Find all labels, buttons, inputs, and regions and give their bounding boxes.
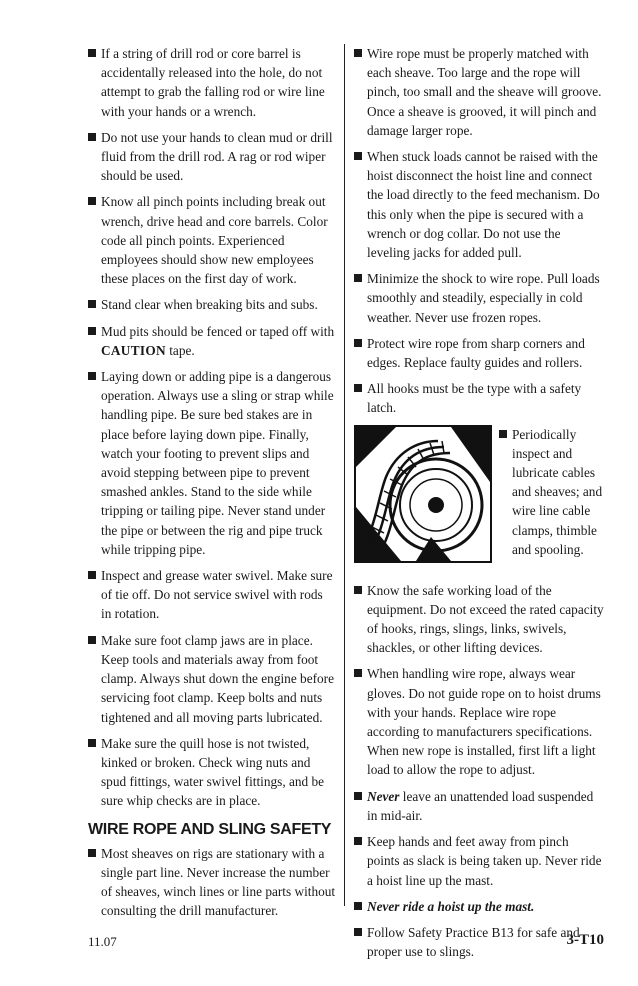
item-text: When handling wire rope, always wear gloves. Do not guide rope on to hoist drums with your hands. Replace wire rope according to manufacturers specifications. When new rope is installed, first lift a light load to allow the rope to adjust.: [367, 666, 601, 778]
square-bullet-icon: [354, 49, 362, 57]
square-bullet-icon: [354, 586, 362, 594]
bullet-item: [354, 832, 604, 890]
item-text: Minimize the shock to wire rope. Pull loads smoothly and steadily, especially in cold weather. Never use frozen ropes.: [367, 271, 600, 325]
item-text: Wire rope must be properly matched with each sheave. Too large and the rope will pinch, too small and the sheave will groove. Once a sheave is grooved, it will pinch and damage larger rope.: [367, 46, 602, 138]
bullet-item: [88, 295, 336, 314]
square-bullet-icon: [354, 384, 362, 392]
right-list-b: [354, 581, 604, 780]
item-text: If a string of drill rod or core barrel is accidentally released into the hole, do not attempt to grab the falling rod or wire line with your hands or a wrench.: [101, 46, 325, 119]
square-bullet-icon: [88, 49, 96, 57]
item-text: Mud pits should be fenced or taped off with: [101, 323, 335, 339]
square-bullet-icon: [354, 669, 362, 677]
bullet-item: [88, 631, 336, 727]
bullet-item: [354, 379, 604, 417]
item-text: Inspect and grease water swivel. Make sure of tie off. Do not service swivel with rods in rotation.: [101, 568, 333, 622]
footer-date: 11.07: [88, 934, 117, 949]
bullet-item: [88, 566, 336, 624]
bullet-item: [88, 844, 336, 921]
square-bullet-icon: [354, 837, 362, 845]
bullet-item: [354, 269, 604, 327]
square-bullet-icon: [354, 792, 362, 800]
square-bullet-icon: [354, 339, 362, 347]
bullet-item: [354, 334, 604, 372]
bullet-item: [354, 581, 604, 658]
square-bullet-icon: [354, 928, 362, 936]
square-bullet-icon: [354, 152, 362, 160]
left-list-c: [88, 844, 336, 921]
item-text: Never ride a hoist up the mast.: [367, 898, 535, 914]
item-text: Protect wire rope from sharp corners and edges. Replace faulty guides and rollers.: [367, 335, 585, 371]
square-bullet-icon: [88, 571, 96, 579]
wire-rope-icon: [356, 427, 490, 561]
item-text: Stand clear when breaking bits and subs.: [101, 297, 318, 313]
square-bullet-icon: [354, 274, 362, 282]
right-column: [354, 44, 604, 968]
item-text: Keep hands and feet away from pinch points as slack is being taken up. Never ride a hoist line up the mast.: [367, 834, 602, 888]
item-text: leave an unattended load suspended in mid-air.: [367, 788, 594, 823]
column-divider: [344, 44, 345, 906]
item-text: Know all pinch points including break out wrench, drive head and core barrels. Color code all pinch points. Experienced employees should show new employees these places on the first day of work.: [101, 194, 328, 287]
bullet-item: [88, 128, 336, 186]
never-emphasis: Never: [367, 788, 400, 804]
item-text: Make sure foot clamp jaws are in place. Keep tools and materials away from foot clamp. Always shut down the engine before servicing foot clamp. Keep bolts and nuts tightened and all moving parts lubricated.: [101, 632, 335, 725]
left-list-b: [88, 367, 336, 810]
square-bullet-icon: [499, 430, 507, 438]
square-bullet-icon: [354, 902, 362, 910]
caution-word: CAUTION: [101, 342, 166, 358]
square-bullet-icon: [88, 372, 96, 380]
page-number: 3-T10: [566, 932, 604, 948]
bullet-item-lubricate: [499, 425, 617, 559]
figure-row: [354, 425, 604, 575]
item-text: All hooks must be the type with a safety latch.: [367, 381, 582, 416]
item-text: When stuck loads cannot be raised with the hoist disconnect the hoist line and connect the load directly to the feed mechanism. Do this only when the pipe is secured with a wrench or dog collar. Do not use the leveling jacks for added pull.: [367, 149, 600, 261]
item-text: Do not use your hands to clean mud or drill fluid from the drill rod. A rag or rod wiper should be used.: [101, 129, 333, 184]
right-list-a: [354, 44, 604, 418]
left-column: [88, 44, 336, 927]
bullet-item: [354, 147, 604, 262]
bullet-item: [88, 734, 336, 811]
section-heading: WIRE ROPE AND SLING SAFETY: [88, 820, 332, 838]
square-bullet-icon: [88, 739, 96, 747]
item-text: Make sure the quill hose is not twisted, kinked or broken. Check wing nuts and spud fittings, water swivel fittings, and be sure whip checks are in place.: [101, 735, 325, 809]
bullet-item-never-unattended: [354, 787, 604, 825]
item-text: Know the safe working load of the equipment. Do not exceed the rated capacity of hooks, rings, slings, links, swivels, shackles, or other lifting devices.: [367, 582, 604, 656]
bullet-item: [354, 664, 604, 779]
item-text: Periodically inspect and lubricate cables and sheaves; and wire line cable clamps, thimble and spooling.: [512, 426, 603, 557]
left-list-a: [88, 44, 336, 315]
square-bullet-icon: [88, 197, 96, 205]
wire-rope-sheave-illustration: [354, 425, 492, 563]
item-text: Most sheaves on rigs are stationary with a single part line. Never increase the number of sheaves, winch lines or line parts without consulting the drill manufacturer.: [101, 845, 336, 919]
bullet-item: [354, 44, 604, 140]
square-bullet-icon: [88, 636, 96, 644]
square-bullet-icon: [88, 300, 96, 308]
bullet-item: [88, 192, 336, 288]
bullet-item: [88, 367, 336, 559]
bullet-item-caution: [88, 322, 336, 360]
bullet-item-never-ride: [354, 897, 604, 916]
square-bullet-icon: [88, 133, 96, 141]
square-bullet-icon: [88, 849, 96, 857]
item-text: Laying down or adding pipe is a dangerous operation. Always use a sling or strap while handling pipe. Be sure bed stakes are in place before laying down pipe. Finally, watch your footing to prevent slips and avoid stepping between pipe to prevent smashed ankles. Stand to the side while tripping or tailing pipe. Never stand under the pipe or between the rig and pipe truck while tripping pipe.: [101, 369, 334, 557]
item-text: Follow Safety Practice B13 for safe and proper use to slings.: [367, 924, 580, 960]
item-text: tape.: [165, 342, 195, 358]
square-bullet-icon: [88, 327, 96, 335]
right-list-c: [354, 832, 604, 890]
bullet-item: [88, 44, 336, 121]
